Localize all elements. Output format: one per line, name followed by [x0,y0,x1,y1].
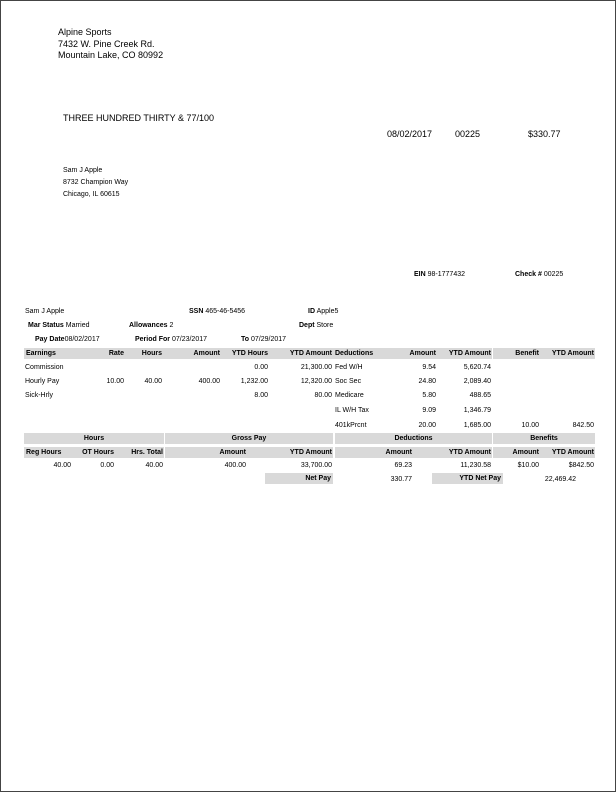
ytd-net-pay-label: YTD Net Pay [459,475,501,482]
earnings-header: Earnings [26,350,56,357]
company-name: Alpine Sports [58,27,112,37]
ded-amount-value: 69.23 [394,462,412,469]
ytd-net-pay-value: 22,469.42 [544,476,576,483]
deduction-amount-header: Amount [409,350,436,357]
deduction-ytd: 488.65 [469,392,491,399]
marital-status-field [28,321,89,330]
ssn-value: 465-46-5456 [205,308,246,315]
deduction-ytd: 5,620.74 [463,364,491,371]
ein-label: EIN [414,271,426,278]
hours-header: Hours [141,350,162,357]
reg-hours-value: 40.00 [53,462,71,469]
hrs-total-header: Hrs. Total [131,449,163,456]
ben-ytd-value: $842.50 [568,462,594,469]
earning-name: Sick-Hrly [25,392,53,399]
ot-hours-header: OT Hours [82,449,114,456]
ssn-field [189,307,245,316]
deduction-ytd: 1,685.00 [463,422,491,429]
ben-amount-value: $10.00 [517,462,539,469]
deduction-name: Fed W/H [335,364,363,371]
gross-amount-header: Amount [219,449,246,456]
hrs-total-value: 40.00 [145,462,163,469]
period-for-field [135,335,207,344]
earning-name: Commission [25,364,64,371]
dept-field [299,321,333,330]
deduction-amount: 20.00 [418,422,436,429]
amount-in-words: THREE HUNDRED THIRTY & 77/100 [63,113,215,123]
check-date: 08/02/2017 [387,129,433,139]
pay-date-value: 08/02/2017 [64,336,100,343]
marital-status-label: Mar Status [28,322,64,329]
deduction-amount: 9.54 [422,364,436,371]
deduction-ytd: 1,346.79 [463,407,491,414]
deduction-name: Medicare [335,392,364,399]
benefit-ytd: 842.50 [572,422,594,429]
ben-ytd-header: YTD Amount [551,449,594,456]
ot-hours-value: 0.00 [100,462,114,469]
benefit-header: Benefit [515,350,539,357]
net-pay-label: Net Pay [305,475,331,482]
period-for-label: Period For [135,336,171,343]
deduction-amount: 5.80 [422,392,436,399]
ded-amount-header: Amount [385,449,412,456]
summary-benefits-group: Benefits [530,435,558,442]
check-number: 00225 [455,129,481,139]
check-no-label: Check # [515,271,542,278]
gross-ytd-value: 33,700.00 [300,462,332,469]
pay-date-label: Pay Date [35,336,65,343]
summary-deductions-group: Deductions [394,435,433,442]
earning-ytd-hours: 1,232.00 [240,378,268,385]
payee-address-line1: 8732 Champion Way [63,179,129,186]
id-value: Apple5 [316,308,339,315]
check-no-field [515,270,563,279]
ssn-label: SSN [189,308,204,315]
amount-header: Amount [193,350,220,357]
deduction-name: 401kPrcnt [335,422,367,429]
allowances-label: Allowances [129,322,168,329]
gross-amount-value: 400.00 [224,462,246,469]
rate-header: Rate [108,350,124,357]
pay-date-field [35,335,100,344]
employee-name: Sam J Apple [25,308,65,315]
payee-address-line2: Chicago, IL 60615 [63,191,120,198]
earning-ytd-hours: 8.00 [254,392,268,399]
gross-ytd-header: YTD Amount [289,449,332,456]
ein-value: 98-1777432 [427,271,465,278]
deduction-amount: 24.80 [418,378,436,385]
earning-rate: 10.00 [106,378,124,385]
earning-name: Hourly Pay [25,378,60,385]
net-pay-value: 330.77 [390,476,412,483]
earning-ytd-amount: 12,320.00 [300,378,332,385]
company-address-line2: Mountain Lake, CO 80992 [58,50,164,60]
benefit-ytd-header: YTD Amount [551,350,594,357]
company-address-line1: 7432 W. Pine Creek Rd. [58,39,155,49]
summary-gross-pay-group: Gross Pay [231,435,267,442]
earning-ytd-hours: 0.00 [254,364,268,371]
earning-ytd-amount: 80.00 [314,392,332,399]
ein-field [414,270,465,279]
allowances-field [129,321,173,330]
deduction-ytd: 2,089.40 [463,378,491,385]
id-label: ID [308,308,315,315]
summary-hours-group: Hours [83,435,105,442]
ytd-hours-header: YTD Hours [231,350,268,357]
period-to-field [241,335,286,344]
allowances-value: 2 [169,322,174,329]
period-to-value: 07/29/2017 [251,336,287,343]
dept-label: Dept [299,322,315,329]
ytd-amount-header: YTD Amount [289,350,332,357]
benefit-amount: 10.00 [521,422,539,429]
ben-amount-header: Amount [512,449,539,456]
marital-status-value: Married [65,322,90,329]
earning-amount: 400.00 [198,378,220,385]
check-no-value: 00225 [543,271,564,278]
check-amount: $330.77 [528,129,561,139]
reg-hours-header: Reg Hours [26,449,62,456]
deduction-name: IL W/H Tax [335,407,369,414]
deduction-name: Soc Sec [335,378,362,385]
ded-ytd-value: 11,230.58 [460,462,491,469]
deduction-amount: 9.09 [422,407,436,414]
payee-name: Sam J Apple [63,167,103,174]
deductions-header: Deductions [335,350,374,357]
ded-ytd-header: YTD Amount [448,449,491,456]
earning-ytd-amount: 21,300.00 [300,364,332,371]
id-field [308,307,338,316]
earning-hours: 40.00 [144,378,162,385]
deduction-ytd-header: YTD Amount [448,350,491,357]
dept-value: Store [316,322,334,329]
period-for-value: 07/23/2017 [171,336,208,343]
period-to-label: To [241,336,250,343]
